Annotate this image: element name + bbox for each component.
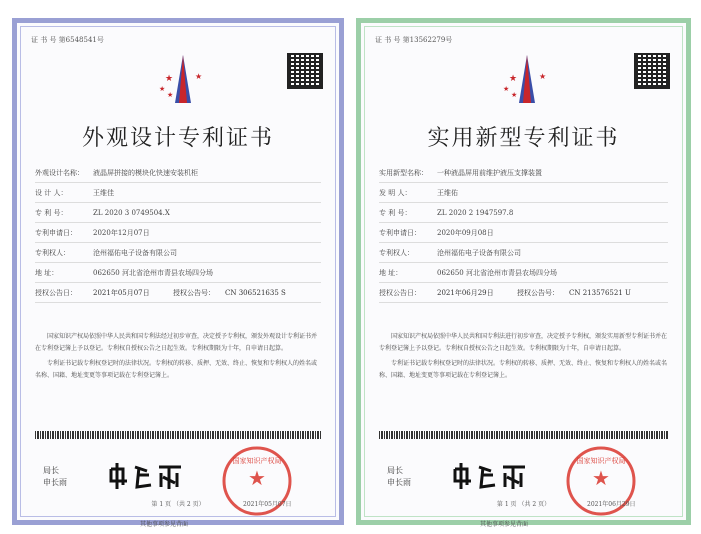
certificate-body [35,331,321,385]
field-row [35,263,321,283]
field-row [379,223,668,243]
svg-text:★: ★ [539,72,547,81]
svg-text:★: ★ [167,91,174,99]
field-row [379,263,668,283]
cnipa-emblem-icon [501,51,553,107]
field-label: 专利权人： [35,248,70,257]
field-label: 设 计 人： [35,188,68,197]
signature-icon [107,459,187,491]
announce-date-label: 授权公告日： [379,288,421,297]
qr-code-icon [634,53,670,89]
barcode-icon [379,431,668,439]
certificate-fields [35,163,321,303]
field-row [35,183,321,203]
design-patent-certificate [12,18,344,525]
field-value: 062650 河北省沧州市青县农场四分场 [437,268,557,277]
announce-row [35,283,321,303]
seal-text: 国家知识产权局 [576,457,626,465]
director-name: 申长雨 [387,478,411,487]
svg-text:★: ★ [509,74,518,84]
seal-text: 国家知识产权局 [232,457,282,465]
field-value: 2020年09月08日 [437,228,494,237]
field-label: 发 明 人： [379,188,412,197]
svg-text:★: ★ [592,466,610,490]
field-row [35,243,321,263]
field-value: 沧州福佑电子设备有限公司 [93,248,177,257]
director-block [43,465,67,489]
announce-no-label: 授权公告号： [173,288,215,297]
qr-code-icon [287,53,323,89]
director-title: 局长 [43,466,59,475]
signature-icon [451,459,531,491]
footer-note: 其他事项参见背面 [140,521,189,528]
announce-no: CN 213576521 U [569,288,631,297]
announce-date: 2021年05月07日 [93,288,150,297]
field-value: 一种液晶屏用前维护液压支撑装置 [437,168,542,177]
body-paragraph: 专利证书记载专利权登记时的法律状况。专利权的转移、质押、无效、终止、恢复和专利权人的姓名或名称、国籍、地址变更等事项记载在专利登记簿上。 [379,360,668,379]
field-label: 专 利 号： [35,208,68,217]
field-row [35,223,321,243]
field-label: 专 利 号： [379,208,412,217]
field-value: 062650 河北省沧州市青县农场四分场 [93,268,213,277]
certificate-title: 实用新型专利证书 [427,126,620,151]
svg-text:★: ★ [195,72,203,81]
svg-text:★: ★ [503,85,510,93]
certificate-number: 证 书 号 第13562279号 [375,36,453,44]
field-row [35,203,321,223]
field-label: 专利权人： [379,248,414,257]
field-label: 专利申请日： [379,228,421,237]
svg-text:★: ★ [159,85,166,93]
field-row [35,163,321,183]
field-value: 沧州福佑电子设备有限公司 [437,248,521,257]
svg-text:★: ★ [248,466,266,490]
field-label: 外观设计名称： [35,168,84,177]
field-row [379,243,668,263]
field-label: 地 址： [35,268,59,277]
director-title: 局长 [387,466,403,475]
field-value: 王维佳 [93,188,114,197]
announce-date-label: 授权公告日： [35,288,77,297]
barcode-icon [35,431,321,439]
field-label: 专利申请日： [35,228,77,237]
field-label: 地 址： [379,268,403,277]
announce-no-label: 授权公告号： [517,288,559,297]
director-name: 申长雨 [43,478,67,487]
field-row [379,203,668,223]
body-paragraph: 专利证书记载专利权登记时的法律状况。专利权的转移、质押、无效、终止、恢复和专利权人的姓名或名称、国籍、地址变更等事项记载在专利登记簿上。 [35,360,318,379]
body-paragraph: 国家知识产权局依照中华人民共和国专利法进行初步审查，决定授予专利权，颁发实用新型专利证书并在专利登记簿上予以登记。专利权自授权公告之日起生效。专利权期限为十年，自申请日起算。 [379,333,668,352]
svg-text:★: ★ [511,91,518,99]
announce-date: 2021年06月29日 [437,288,494,297]
field-row [379,183,668,203]
utility-patent-certificate [356,18,691,525]
footer-note: 其他事项参见背面 [480,521,529,528]
field-value: ZL 2020 2 1947597.8 [437,208,514,217]
seal-date: 2021年06月29日 [587,501,636,508]
field-value: 王维佑 [437,188,458,197]
announce-no: CN 306521635 S [225,288,286,297]
director-block [387,465,411,489]
field-value: ZL 2020 3 0749504.X [93,208,170,217]
field-label: 实用新型名称： [379,168,428,177]
certificate-body [379,331,668,385]
body-paragraph: 国家知识产权局依照中华人民共和国专利法经过初步审查，决定授予专利权，颁发外观设计专利证书并在专利登记簿上予以登记。专利权自授权公告之日起生效。专利权期限为十年，自申请日起算。 [35,333,318,352]
certificate-fields [379,163,668,303]
page-number: 第 1 页 （共 2 页） [151,501,205,508]
field-value: 液晶屏拼接的模块化快速安装机柜 [93,168,198,177]
svg-text:★: ★ [165,74,174,84]
page-number: 第 1 页 （共 2 页） [496,501,551,508]
seal-date: 2021年05月07日 [243,501,292,508]
field-value: 2020年12月07日 [93,228,150,237]
announce-row [379,283,668,303]
certificate-number: 证 书 号 第6548541号 [31,36,104,44]
field-row [379,163,668,183]
cnipa-emblem-icon [157,51,209,107]
certificate-title: 外观设计专利证书 [81,126,274,151]
